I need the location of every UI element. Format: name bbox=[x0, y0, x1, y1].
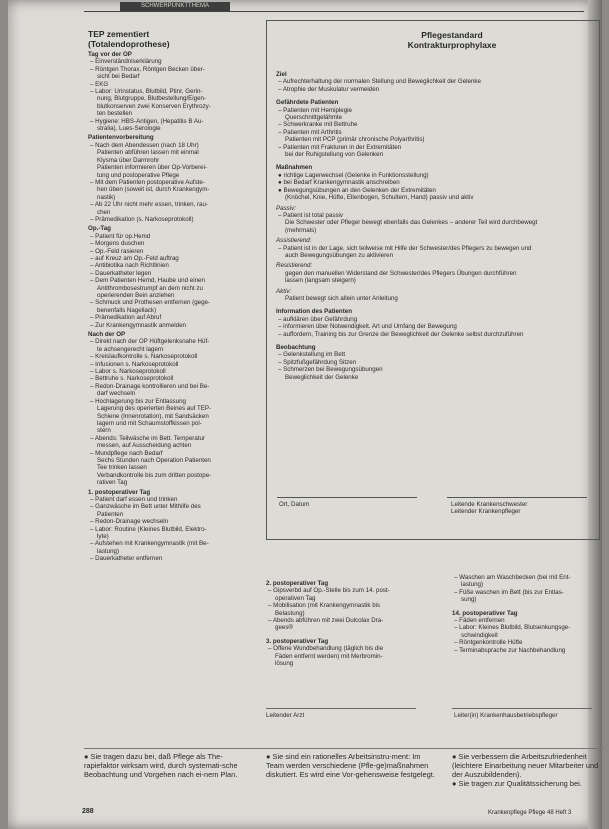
far-list-line bbox=[452, 596, 602, 603]
left-line-text: Mit dem Patienten postoperative Aufste- bbox=[95, 178, 205, 186]
box-line-text: Patienten mit PCP (primär chronische Polyarthritis) bbox=[285, 136, 425, 144]
left-list-line bbox=[88, 511, 260, 518]
left-list-line: – Dauerkatheter entfernen bbox=[90, 555, 163, 563]
left-list-line: – Ab 22 Uhr nicht mehr essen, trinken, rau- bbox=[90, 201, 208, 209]
left-line-text: Verbandkontrolle bis zum dritten postope- bbox=[97, 471, 212, 479]
far-line-text: Terminabsprache zur Nachbehandlung bbox=[459, 646, 566, 654]
box-list-line: ● bei Bedarf Krankengymnastik anschreiben bbox=[278, 179, 400, 187]
box-list-line: – Spitzfußgefährdung Sitzen bbox=[278, 358, 357, 366]
mid-line-text: Offene Wundbehandlung (täglich bis die bbox=[273, 645, 384, 653]
left-line-text: sicht bei Bedarf bbox=[97, 73, 140, 81]
left-list-line bbox=[88, 292, 260, 299]
box-title-line-2: Kontrakturprophylaxe bbox=[407, 39, 497, 50]
box-line-text: Patienten mit Hemiplegie bbox=[283, 106, 352, 114]
mid-section-title: 2. postoperativer Tag bbox=[266, 580, 329, 587]
left-list-line: – Dauerkatheter legen bbox=[90, 269, 152, 277]
left-line-text: lagern und mit Schaumstoffkissen pol- bbox=[97, 419, 202, 427]
box-list-line bbox=[276, 227, 598, 234]
left-line-text: Schmuck und Prothesen entfernen (gege- bbox=[95, 299, 211, 307]
mid-list-line: – Gipsverbd auf Op.-Stelle bis zum 14. post- bbox=[268, 587, 390, 595]
left-list-line: – Hygiene: HBS-Antigen, (Hepatitis B Au- bbox=[90, 117, 204, 125]
box-line-text: Querschnittgelähmte bbox=[285, 114, 343, 122]
far-line-text: Röntgenkontrolle Hüfte bbox=[459, 639, 523, 647]
far-right-column bbox=[452, 574, 602, 654]
mid-line-text: Gipsverbd auf Op.-Stelle bis zum 14. post- bbox=[273, 587, 390, 595]
box-line-text: richtige Lagerwechsel (Gelenke in Funktionsstellung) bbox=[283, 171, 429, 179]
left-line-text: Antibiotika nach Richtlinien bbox=[94, 262, 169, 270]
left-line-text: lastung) bbox=[97, 547, 120, 555]
left-line-text: Patienten abführen lassen mit einmal bbox=[97, 149, 199, 157]
benefit-1-text: Sie tragen dazu bei, daß Pflege als The-rapiefaktor wirksam wird, durch systemati-sche Beobachtung und Vorgehen nach ei-nem Plan. bbox=[84, 752, 238, 779]
left-section-title: Nach der OP bbox=[88, 331, 126, 339]
left-list-line bbox=[88, 548, 260, 555]
left-list-line: – Labor s. Narkoseprotokoll bbox=[90, 368, 166, 376]
left-list-line: – Nach dem Abendessen (nach 18 Uhr) bbox=[90, 141, 199, 149]
signature-line-right bbox=[447, 497, 587, 498]
box-line-text: (Knöchel, Knie, Hüfte, Ellenbogen, Schultern, Hand) passiv und aktiv bbox=[285, 194, 474, 202]
left-line-text: tung und postoperative Pflege bbox=[97, 171, 180, 179]
box-line-text: (mehrmals) bbox=[285, 226, 317, 234]
left-line-text: Kreislaufkontrolle s. Narkoseprotokoll bbox=[95, 353, 198, 361]
box-line-text: lassen (langsam steigern) bbox=[285, 277, 356, 285]
left-line-text: Redon-Drainage wechseln bbox=[95, 518, 169, 526]
left-line-text: Dauerkatheter entfernen bbox=[95, 555, 163, 563]
left-list-line bbox=[88, 172, 260, 179]
far-section-title: 14. postoperativer Tag bbox=[452, 609, 518, 617]
box-line-text: Patient ist in der Lage, sich teilweise mit Hilfe der Schwester/des Pflegers zu bewegen und bbox=[283, 244, 532, 252]
box-line-text: aufklären über Gefährdung bbox=[283, 315, 358, 323]
mid-list-line: – Offene Wundbehandlung (täglich bis die bbox=[268, 645, 384, 653]
left-list-line: – Infusionen s. Narkoseprotokoll bbox=[90, 360, 179, 368]
middle-column bbox=[266, 574, 446, 667]
left-line-text: Hochlagerung bis zur Entlassung bbox=[95, 397, 186, 405]
left-list-line: – EKG bbox=[90, 80, 109, 88]
box-line-text: Aufrechterhaltung der normalen Stellung und Beweglichkeit der Gelenke bbox=[282, 78, 481, 86]
far-list-line: – Labor: Kleines Blutbild, Blutsenkungsge- bbox=[454, 624, 571, 632]
box-list-line: – Schmerzen bei Bewegungsübungen bbox=[278, 366, 383, 374]
box-list-line bbox=[276, 277, 598, 284]
box-list-line: – aufklären über Gefährdung bbox=[278, 315, 358, 323]
box-list-line: – Gelenkstellung im Bett bbox=[278, 351, 346, 359]
left-line-text: Op.-Feld rasieren bbox=[95, 247, 144, 255]
left-line-text: Nach dem Abendessen (nach 18 Uhr) bbox=[95, 141, 199, 149]
box-list-line bbox=[276, 219, 598, 226]
left-list-line bbox=[88, 149, 260, 156]
left-list-line: – Bettruhe s. Narkoseprotokoll bbox=[90, 375, 174, 383]
signature-nursing-lead: Leiter(in) Krankenhausbetriebspfleger bbox=[454, 712, 558, 719]
left-line-text: chen bbox=[97, 208, 111, 216]
left-line-text: stralia), Lues-Serologie bbox=[97, 125, 161, 133]
box-list-line: – Patient ist in der Lage, sich teilweise mit Hilfe der Schwester/des Pflegers zu bewegen und bbox=[278, 244, 532, 252]
left-line-text: Prämedikation (s. Narkoseprotokoll) bbox=[95, 215, 194, 223]
left-list-line bbox=[88, 413, 260, 420]
box-list-line: – Atrophie der Muskulatur vermeiden bbox=[278, 85, 380, 93]
mid-line-text: operativen Tag bbox=[275, 594, 316, 602]
left-line-text: Schiene (Innenrotation), mit Sandsäcken bbox=[97, 412, 209, 420]
far-line-text: sung) bbox=[461, 596, 477, 604]
left-list-line bbox=[88, 390, 260, 397]
left-list-line: – auf Kreuz am Op.-Feld auftrag bbox=[90, 254, 179, 262]
left-list-line: – Schmuck und Prothesen entfernen (gege- bbox=[90, 299, 211, 307]
left-line-text: Ab 22 Uhr nicht mehr essen, trinken, rau- bbox=[94, 201, 208, 209]
left-list-line bbox=[88, 110, 260, 117]
left-list-line bbox=[88, 73, 260, 80]
left-line-text: operierenden Bein anziehen bbox=[97, 292, 175, 299]
left-list-line: – Prämedikation auf Abruf bbox=[90, 314, 162, 322]
mid-section-title: 3. postoperativer Tag bbox=[266, 637, 329, 645]
left-line-text: Tee trinken lassen bbox=[97, 464, 147, 472]
mid-list-line: – Abends abführen mit zwei Dulcolax Dra- bbox=[268, 617, 384, 625]
left-list-line bbox=[88, 103, 260, 110]
left-line-text: Mundpflege nach Bedarf bbox=[95, 449, 163, 457]
left-list-line bbox=[88, 442, 260, 449]
far-line-text: Labor: Kleines Blutbild, Blutsenkungsge- bbox=[459, 624, 571, 632]
left-list-line bbox=[88, 164, 260, 171]
benefit-3-text: Sie verbessern die Arbeitszufriedenheit (leichtere Einarbeitung neuer Mitarbeiter und der Auszubildenden). ● Sie tragen zur Qualitätssicherung bei. bbox=[452, 752, 599, 788]
box-line-text: Gelenkstellung im Bett bbox=[283, 351, 346, 359]
left-line-text: Klysma über Darmrohr bbox=[97, 156, 160, 164]
left-line-text: Antithrombosestrumpf an dem nicht zu bbox=[97, 284, 203, 292]
left-list-line bbox=[88, 346, 260, 353]
left-list-line: – Mit dem Patienten postoperative Aufste- bbox=[90, 178, 205, 186]
left-list-line: – Kreislaufkontrolle s. Narkoseprotokoll bbox=[90, 353, 198, 361]
far-list-line bbox=[452, 581, 602, 588]
left-list-line bbox=[88, 95, 260, 102]
box-line-text: Schmerzen bei Bewegungsübungen bbox=[283, 366, 383, 374]
box-list-line bbox=[276, 270, 598, 277]
left-list-line bbox=[88, 209, 260, 216]
box-line-text: Patient bewegt sich allein unter Anleitung bbox=[285, 294, 398, 302]
box-line-text: Spitzfußgefährdung Sitzen bbox=[283, 358, 357, 366]
box-list-line: – Patienten mit Frakturen in der Extremitäten bbox=[278, 143, 402, 151]
left-line-text: nung, Blutgruppe, Blutbestellung/Eigen- bbox=[97, 95, 207, 103]
left-line-text: EKG bbox=[95, 80, 109, 88]
box-section-title: Information des Patienten bbox=[276, 308, 352, 316]
box-list-line bbox=[276, 252, 598, 259]
far-list-line: – Fäden entfernen bbox=[454, 617, 505, 625]
box-title-line-1: Pflegestandard bbox=[421, 30, 483, 40]
left-line-text: lyte) bbox=[97, 533, 109, 540]
left-list-line: – Op.-Feld rasieren bbox=[90, 247, 144, 255]
left-list-line: – Labor: Urinstatus, Blutbild, Ptinr, Gerin- bbox=[90, 88, 203, 96]
box-list-line bbox=[276, 114, 598, 121]
left-list-line: – Direkt nach der OP Hüftgelenksnahe Hüf- bbox=[90, 338, 210, 346]
box-line-text: gegen den manuellen Widerstand der Schwester/des Pflegers Übungen durchführen bbox=[285, 269, 517, 277]
far-list-line bbox=[452, 632, 602, 639]
box-list-line bbox=[276, 136, 598, 143]
far-line-text: schwindigkeit bbox=[461, 631, 498, 639]
box-section-title: Gefährdete Patienten bbox=[276, 99, 339, 107]
signature-chief-doctor: Leitender Arzt bbox=[266, 712, 305, 719]
left-line-text: Morgens duschen bbox=[95, 240, 145, 248]
left-line-text: Zur Krankengymnastik anmelden bbox=[95, 321, 186, 329]
far-list-line: – Waschen am Waschbecken (bei mit Ent- bbox=[454, 574, 571, 581]
mid-list-line bbox=[266, 610, 446, 617]
mid-line-text: gees® bbox=[275, 624, 293, 632]
box-section-title: Beobachtung bbox=[276, 344, 316, 351]
box-body bbox=[276, 65, 598, 381]
left-line-text: Redon-Drainage kontrollieren und bei Be- bbox=[95, 382, 210, 390]
left-line-text: Dem Patienten Hemd, Haube und einen bbox=[95, 277, 205, 285]
left-line-text: Sechs Stunden nach Operation Patienten bbox=[97, 456, 211, 464]
box-list-line: ● Bewegungsübungen an den Gelenken der Extremitäten bbox=[278, 186, 436, 194]
left-line-text: Direkt nach der OP Hüftgelenksnahe Hüf- bbox=[95, 338, 210, 346]
left-list-line: – Einverständniserklärung bbox=[90, 58, 162, 66]
left-line-text: Patient für op.Hemd bbox=[95, 232, 151, 240]
box-line-text: Beweglichkeit der Gelenke bbox=[285, 373, 359, 381]
far-line-text: Fäden entfernen bbox=[459, 617, 505, 625]
left-list-line: – Abends: Teilwäsche im Bett. Temperatur bbox=[90, 434, 205, 442]
box-list-line: – Schwerkranke mit Bettruhe bbox=[278, 121, 358, 129]
tep-title-line-2: (Totalendoprothese) bbox=[88, 38, 170, 49]
pflegestandard-box bbox=[266, 20, 600, 540]
mid-line-text: Belastung) bbox=[275, 609, 305, 617]
left-line-text: rativen Tag bbox=[97, 479, 128, 487]
signature-head-nurse-line-2: Leitender Krankenpfleger bbox=[451, 508, 521, 516]
signature-place-date: Ort, Datum bbox=[279, 501, 310, 508]
left-list-line: – Ganzwäsche im Bett unter Mithilfe des bbox=[90, 503, 201, 511]
box-list-line bbox=[276, 374, 598, 381]
mid-list-line bbox=[266, 624, 446, 631]
box-section-title: Aktiv: bbox=[276, 287, 292, 295]
left-line-text: Bettruhe s. Narkoseprotokoll bbox=[95, 375, 174, 383]
left-list-line bbox=[88, 157, 260, 164]
left-list-line bbox=[88, 479, 260, 486]
box-line-text: informieren über Notwendigkeit. Art und Umfang der Bewegung bbox=[283, 323, 457, 331]
mid-line-text: Fäden entfernt werden) mit Merbromin- bbox=[275, 652, 383, 660]
left-line-text: ten bestellen bbox=[97, 110, 133, 118]
box-line-text: auch Bewegungsübungen zu aktivieren bbox=[285, 251, 394, 259]
left-list-line bbox=[88, 533, 260, 540]
left-section-title: Patientenvorbereitung bbox=[88, 134, 154, 142]
left-line-text: Labor s. Narkoseprotokoll bbox=[95, 368, 166, 376]
left-list-line: – Morgens duschen bbox=[90, 240, 145, 248]
left-line-text: nastik) bbox=[97, 193, 116, 201]
left-list-line: – Redon-Drainage kontrollieren und bei Be- bbox=[90, 382, 210, 390]
left-line-text: Prämedikation auf Abruf bbox=[95, 314, 162, 322]
mid-list-line: – Mobilisation (mit Krankengymnastik bis bbox=[268, 602, 381, 610]
left-line-text: Infusionen s. Narkoseprotokoll bbox=[95, 360, 179, 368]
far-line-text: Waschen am Waschbecken (bei mit Ent- bbox=[459, 574, 571, 581]
left-list-line bbox=[88, 194, 260, 201]
mid-line-text: Mobilisation (mit Krankengymnastik bis bbox=[273, 602, 381, 610]
top-rule bbox=[84, 11, 584, 12]
left-list-line bbox=[88, 457, 260, 464]
box-section-title: Passiv: bbox=[276, 204, 296, 212]
box-line-text: bei Bedarf Krankengymnastik anschreiben bbox=[283, 179, 400, 187]
box-title bbox=[327, 31, 577, 50]
page-number: 288 bbox=[82, 808, 94, 815]
left-list-line bbox=[88, 285, 260, 292]
left-line-text: Labor: Routine (Kleines Blutbild, Elektro- bbox=[95, 525, 207, 533]
signature-line-doctor bbox=[266, 708, 416, 709]
box-list-line: – Patienten mit Arthritis bbox=[278, 128, 342, 136]
left-line-text: stern bbox=[97, 427, 111, 435]
box-list-line: ● richtige Lagerwechsel (Gelenke in Funktionsstellung) bbox=[278, 171, 429, 179]
left-line-text: Aufstehen mit Krankengymnastik (mit Be- bbox=[94, 540, 209, 548]
box-list-line bbox=[276, 295, 598, 302]
box-list-line: – informieren über Notwendigkeit. Art und Umfang der Bewegung bbox=[278, 323, 457, 331]
mid-line-text: lösung bbox=[275, 660, 294, 668]
left-list-line bbox=[88, 464, 260, 471]
left-list-line bbox=[88, 186, 260, 193]
left-line-text: benenfalls Nagellack) bbox=[97, 306, 157, 314]
box-list-line bbox=[276, 151, 598, 158]
left-list-line: – Röntgen Thorax, Röntgen Becken über- bbox=[90, 65, 205, 73]
left-line-text: Hygiene: HBS-Antigen, (Hepatitis B Au- bbox=[95, 117, 204, 125]
far-line-text: Füße waschen im Bett (bis zur Entlas- bbox=[459, 588, 564, 596]
left-line-text: Dauerkatheter legen bbox=[95, 269, 152, 277]
left-line-text: Patienten informieren über Op-Vorberei- bbox=[97, 164, 208, 172]
box-line-text: Patient ist total passiv bbox=[283, 211, 344, 219]
left-list-line bbox=[88, 125, 260, 132]
far-list-line: – Terminabsprache zur Nachbehandlung bbox=[454, 646, 566, 654]
signature-line-nursing bbox=[452, 708, 592, 709]
left-section-title: Tag vor der OP bbox=[88, 51, 132, 58]
mid-list-line bbox=[266, 595, 446, 602]
box-list-line: – Patienten mit Hemiplegie bbox=[278, 106, 352, 114]
left-list-line bbox=[88, 420, 260, 427]
left-list-line bbox=[88, 472, 260, 479]
left-line-text: Röntgen Thorax, Röntgen Becken über- bbox=[95, 65, 205, 73]
left-line-text: auf Kreuz am Op.-Feld auftrag bbox=[95, 254, 179, 262]
box-section-title: Maßnahmen bbox=[276, 164, 313, 172]
left-list-line: – Labor: Routine (Kleines Blutbild, Elektro- bbox=[90, 525, 207, 533]
far-list-line: – Röntgenkontrolle Hüfte bbox=[454, 639, 523, 647]
left-list-line: – Dem Patienten Hemd, Haube und einen bbox=[90, 277, 205, 285]
box-section-title: Resistierend: bbox=[276, 262, 313, 270]
box-list-line: – Aufrechterhaltung der normalen Stellung und Beweglichkeit der Gelenke bbox=[278, 78, 481, 86]
bottom-rule bbox=[84, 748, 604, 749]
left-line-text: Ganzwäsche im Bett unter Mithilfe des bbox=[95, 503, 201, 511]
signature-head-nurse-line-1: Leitende Krankenschwester bbox=[451, 501, 528, 508]
left-list-line: – Patient darf essen und trinken bbox=[90, 495, 178, 503]
tep-title-line-1: TEP zementiert bbox=[88, 29, 150, 39]
left-list-line: – Aufstehen mit Krankengymnastik (mit Be- bbox=[90, 540, 209, 548]
left-section-title: Op.-Tag bbox=[88, 225, 111, 233]
box-list-line bbox=[276, 194, 598, 201]
box-line-text: Die Schwester oder Pfleger bewegt ebenfalls das Gelenkes – anderer Teil wird durchbewegt bbox=[285, 219, 538, 227]
left-list-line: – Mundpflege nach Bedarf bbox=[90, 449, 163, 457]
left-line-text: hen üben (soweit ist, durch Krankengym- bbox=[97, 186, 210, 194]
benefit-2-text: Sie sind ein rationelles Arbeitsinstru-ment: Im Team werden verschiedene (Pfle-ge)maßnahmen diskutiert. Es wird eine Vor-gehensweise festgelegt. bbox=[266, 752, 435, 779]
left-line-text: messen, auf Ausscheidung achten bbox=[97, 442, 192, 450]
left-line-text: Einverständniserklärung bbox=[95, 58, 162, 66]
left-list-line bbox=[88, 427, 260, 434]
box-section-title: Ziel bbox=[276, 71, 287, 78]
benefit-3: ● Sie verbessern die Arbeitszufriedenheit (leichtere Einarbeitung neuer Mitarbeiter und der Auszubildenden). ● Sie tragen zur Qualitätssicherung bei. bbox=[452, 752, 599, 788]
page bbox=[8, 0, 602, 829]
box-line-text: bei der Ruhigstellung von Gelenken bbox=[285, 151, 384, 159]
box-list-line: – auffordern, Training bis zur Grenze der Beweglichkeit der Gelenke selbst durchzuführen bbox=[278, 330, 524, 338]
box-line-text: Patienten mit Arthritis bbox=[283, 128, 342, 136]
signature-line-left bbox=[277, 497, 417, 498]
far-list-line: – Füße waschen im Bett (bis zur Entlas- bbox=[454, 588, 564, 596]
left-list-line: – Prämedikation (s. Narkoseprotokoll) bbox=[90, 215, 194, 223]
box-line-text: Patienten mit Frakturen in der Extremitäten bbox=[283, 143, 402, 151]
left-list-line: – Antibiotika nach Richtlinien bbox=[90, 262, 169, 270]
left-list-line: – Zur Krankengymnastik anmelden bbox=[90, 321, 186, 329]
mid-line-text: Abends abführen mit zwei Dulcolax Dra- bbox=[272, 617, 384, 625]
left-list-line: – Patient für op.Hemd bbox=[90, 232, 151, 240]
benefit-1: ● Sie tragen dazu bei, daß Pflege als The-rapiefaktor wirksam wird, durch systemati-sche Beobachtung und Vorgehen nach ei-nem Plan. bbox=[84, 752, 238, 779]
left-line-text: Labor: Urinstatus, Blutbild, Ptinr, Gerin- bbox=[95, 88, 203, 96]
left-list-line: – Redon-Drainage wechseln bbox=[90, 518, 169, 526]
benefit-2: ● Sie sind ein rationelles Arbeitsinstru-ment: Im Team werden verschiedene (Pfle-ge)maßnahmen diskutiert. Es wird eine Vor-gehensweise festgelegt. bbox=[266, 752, 435, 779]
page-footer: Krankenpflege Pflege 48 Heft 3 bbox=[488, 810, 572, 816]
left-line-text: blutkonserven zwei Konserven Erythrozy- bbox=[97, 102, 211, 110]
left-line-text: Patient darf essen und trinken bbox=[95, 495, 178, 503]
far-line-text: lastung) bbox=[461, 581, 484, 589]
box-line-text: Atrophie der Muskulatur vermeiden bbox=[282, 85, 380, 93]
left-line-text: Lagerung des operierten Beines auf TEP- bbox=[97, 405, 212, 413]
box-list-line: – Patient ist total passiv bbox=[278, 211, 344, 219]
section-header-bar: SCHWERPUNKTTHEMA bbox=[120, 2, 230, 11]
box-line-text: auffordern, Training bis zur Grenze der Beweglichkeit der Gelenke selbst durchzuführen bbox=[283, 330, 524, 338]
mid-list-line bbox=[266, 660, 446, 667]
signature-head-nurse bbox=[451, 501, 527, 516]
box-line-text: Bewegungsübungen an den Gelenken der Extremitäten bbox=[283, 186, 436, 194]
left-line-text: Patienten bbox=[97, 510, 124, 518]
left-list-line: – Hochlagerung bis zur Entlassung bbox=[90, 397, 186, 405]
left-list-line bbox=[88, 405, 260, 412]
left-column-tep bbox=[88, 30, 260, 563]
left-line-text: darf wechseln bbox=[97, 390, 136, 398]
left-section-title: 1. postoperativer Tag bbox=[88, 488, 151, 496]
left-line-text: te achsengerecht lagern bbox=[97, 345, 164, 353]
box-section-title: Assistierend: bbox=[276, 237, 312, 245]
mid-list-line bbox=[266, 653, 446, 660]
left-line-text: Abends: Teilwäsche im Bett. Temperatur bbox=[94, 434, 205, 442]
left-list-line bbox=[88, 307, 260, 314]
box-line-text: Schwerkranke mit Bettruhe bbox=[283, 121, 358, 129]
